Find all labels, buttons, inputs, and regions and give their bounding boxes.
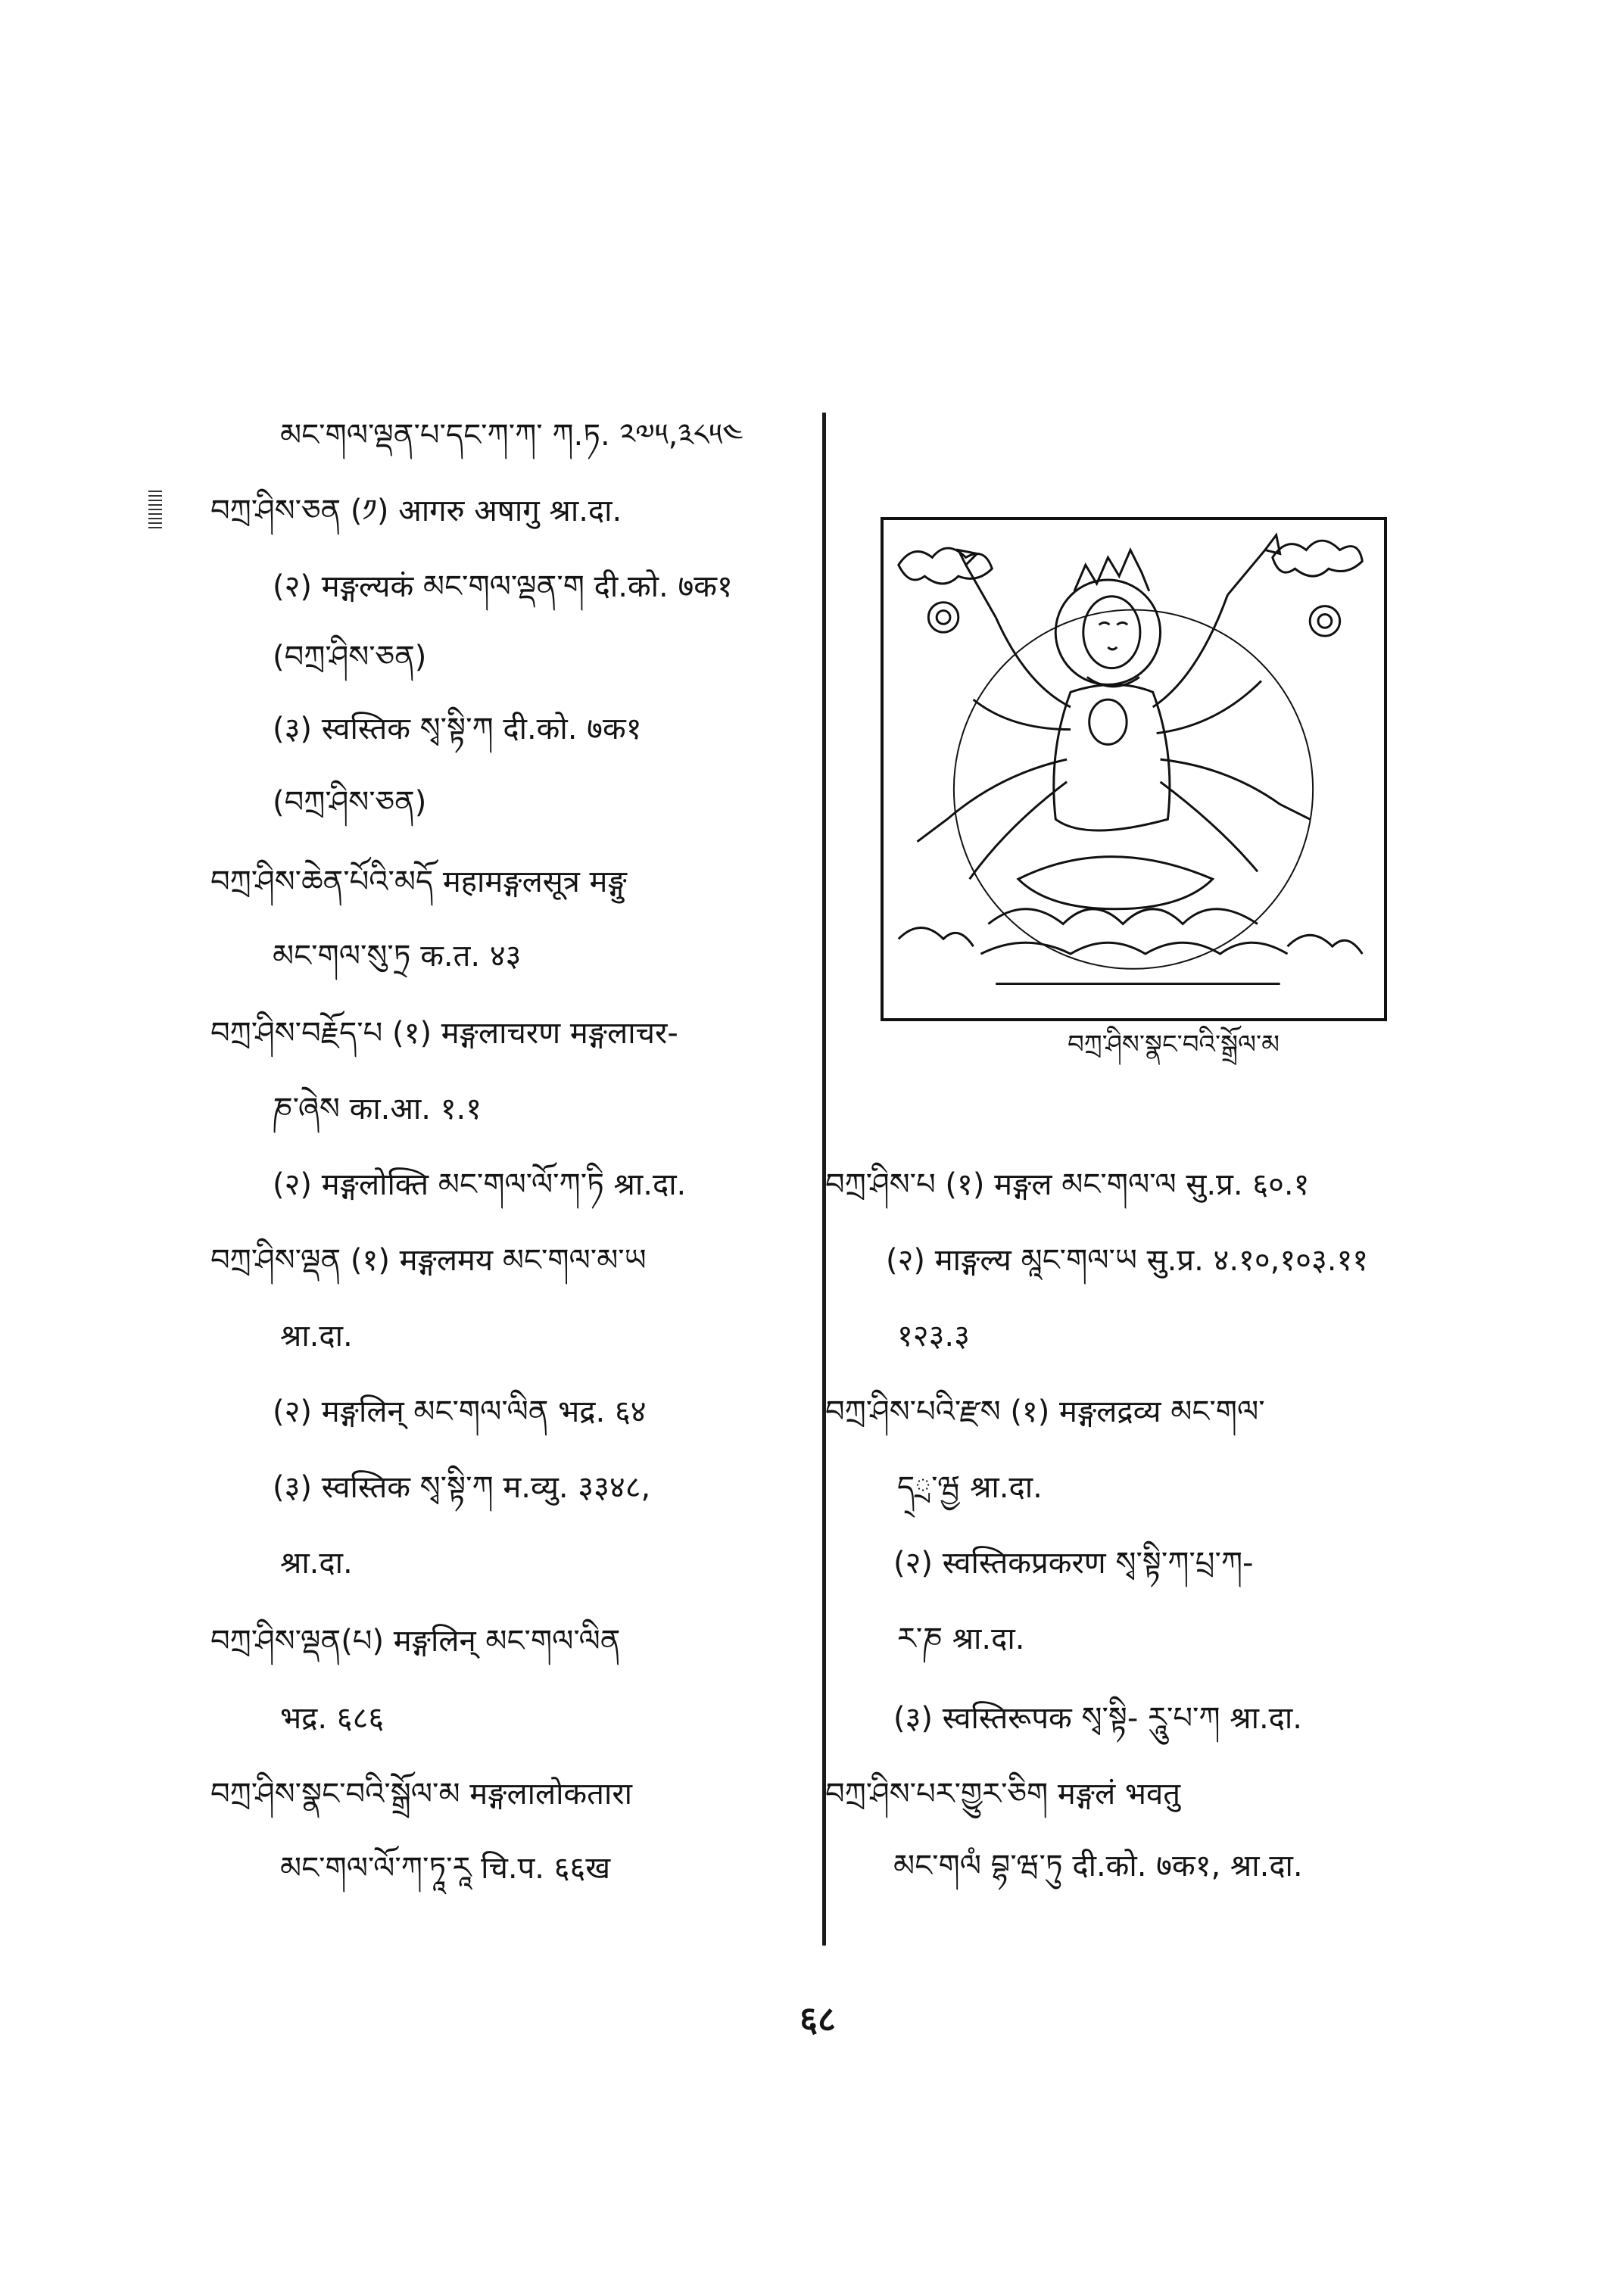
figure-caption: བཀྲ་ཤིས་སྣང་བའི་སྒྲོལ་མ [1067,1030,1280,1060]
entry-headword: བཀྲ་ཤིས་སྣང་བའི་སྒྲོལ་མ मङ्गलालोकतारा [210,1777,633,1812]
entry-line: (३) स्वस्तिक སྭ་སྟི་ཀ दी.को. ७क१ [273,712,642,746]
entry-headword: བཀྲ་ཤིས་ཆེན་པོའི་མདོ महामङ्गलसूत्र मङ्गु [210,865,627,899]
entry-line: (२) मङ्गलिन् མང་གལ་ལིན भद्र. ६४ [273,1394,647,1429]
entry-headword: བཀྲ་ཤིས་བརྗོད་པ (१) मङ्गलाचरण मङ्गलाचर- [210,1016,678,1051]
entry-line: (२) माङ्गल्य མཱང་གལ་ཡ सु.प्र. ४.१०,१०३.११ [886,1243,1369,1278]
entry-line: ད྄ྲ་ཝྱ श्रा.दा. [897,1470,1043,1505]
deity-drawing [884,520,1384,1018]
entry-line: (२) स्वस्तिकप्रकरण སྭ་སྟི་ཀ་པྲ་ཀ- [893,1546,1254,1581]
entry-line: (३) स्वस्तिक སྭ་སྟི་ཀ म.व्यु. ३३४८, [273,1470,651,1505]
entry-headword: བཀྲ་ཤིས་པ (१) मङ्गल མང་གལ་ལ सु.प्र. ६०.१ [825,1167,1310,1202]
entry-headword: བཀྲ་ཤིས་པར་གྱུར་ཅིག मङ्गलं भवतु [825,1777,1181,1812]
entry-line: (བཀྲ་ཤིས་ཅན) [273,640,427,675]
entry-headword: བཀྲ་ཤིས་ལྡན (१) मङ्गलमय མང་གལ་མ་ཡ [210,1243,647,1278]
entry-line: भद्र. ६८६ [280,1701,385,1736]
entry-line: (२) मङ्गलोक्ति མང་གལ་ལོ་ཀ་ཏི श्रा.दा. [273,1167,687,1202]
entry-line: श्रा.दा. [280,1319,353,1354]
entry-headword: བཀྲ་ཤིས་ཅན (༡) आगरु अषागु श्रा.दा. [210,494,622,528]
entry-line: श्रा.दा. [280,1546,353,1581]
tara-deity-illustration [881,517,1387,1021]
entry-line: མང་གལ་སུ་ཏྲ क.त. ४३ [273,939,522,974]
page-number: ६८ [800,1999,836,2039]
margin-mark [148,491,162,531]
entry-line: མང་གལ་ལོ་ཀ་ཏཱ་རཱ चि.प. ६६ख [280,1851,611,1886]
entry-headword: བཀྲ་ཤིས་པའི་རྫས (१) मङ्गलद्रव्य མང་གལ་ [825,1394,1265,1429]
entry-line: མང་གལ་ལྡན་པ་དང་ཀ་ཀ་ ཀ.ཏ. ༢༧༥,༣༨༥༤ [280,418,743,453]
entry-line: १२३.३ [897,1319,970,1354]
entry-line: (२) मङ्गल्यकं མང་གལ་ལྡན་ག दी.को. ७क१ [273,569,733,604]
entry-headword: བཀྲ་ཤིས་ལྡན(པ) मङ्गलिन् མང་གལ་ལིན [210,1624,621,1659]
entry-line: (३) स्वस्तिरूपक སྭ་སྟི- རཱུ་པ་ཀ श्रा.दा. [893,1701,1302,1736]
entry-line: མང་གལཾ བྷ་ཝ་ཏུ दी.को. ७क१, श्रा.दा. [893,1849,1303,1883]
entry-line: ར་ཎ श्रा.दा. [897,1622,1025,1656]
entry-line: (བཀྲ་ཤིས་ཅན) [273,785,427,820]
entry-line: ཎ་ཞེས का.आ. १.१ [273,1092,482,1126]
